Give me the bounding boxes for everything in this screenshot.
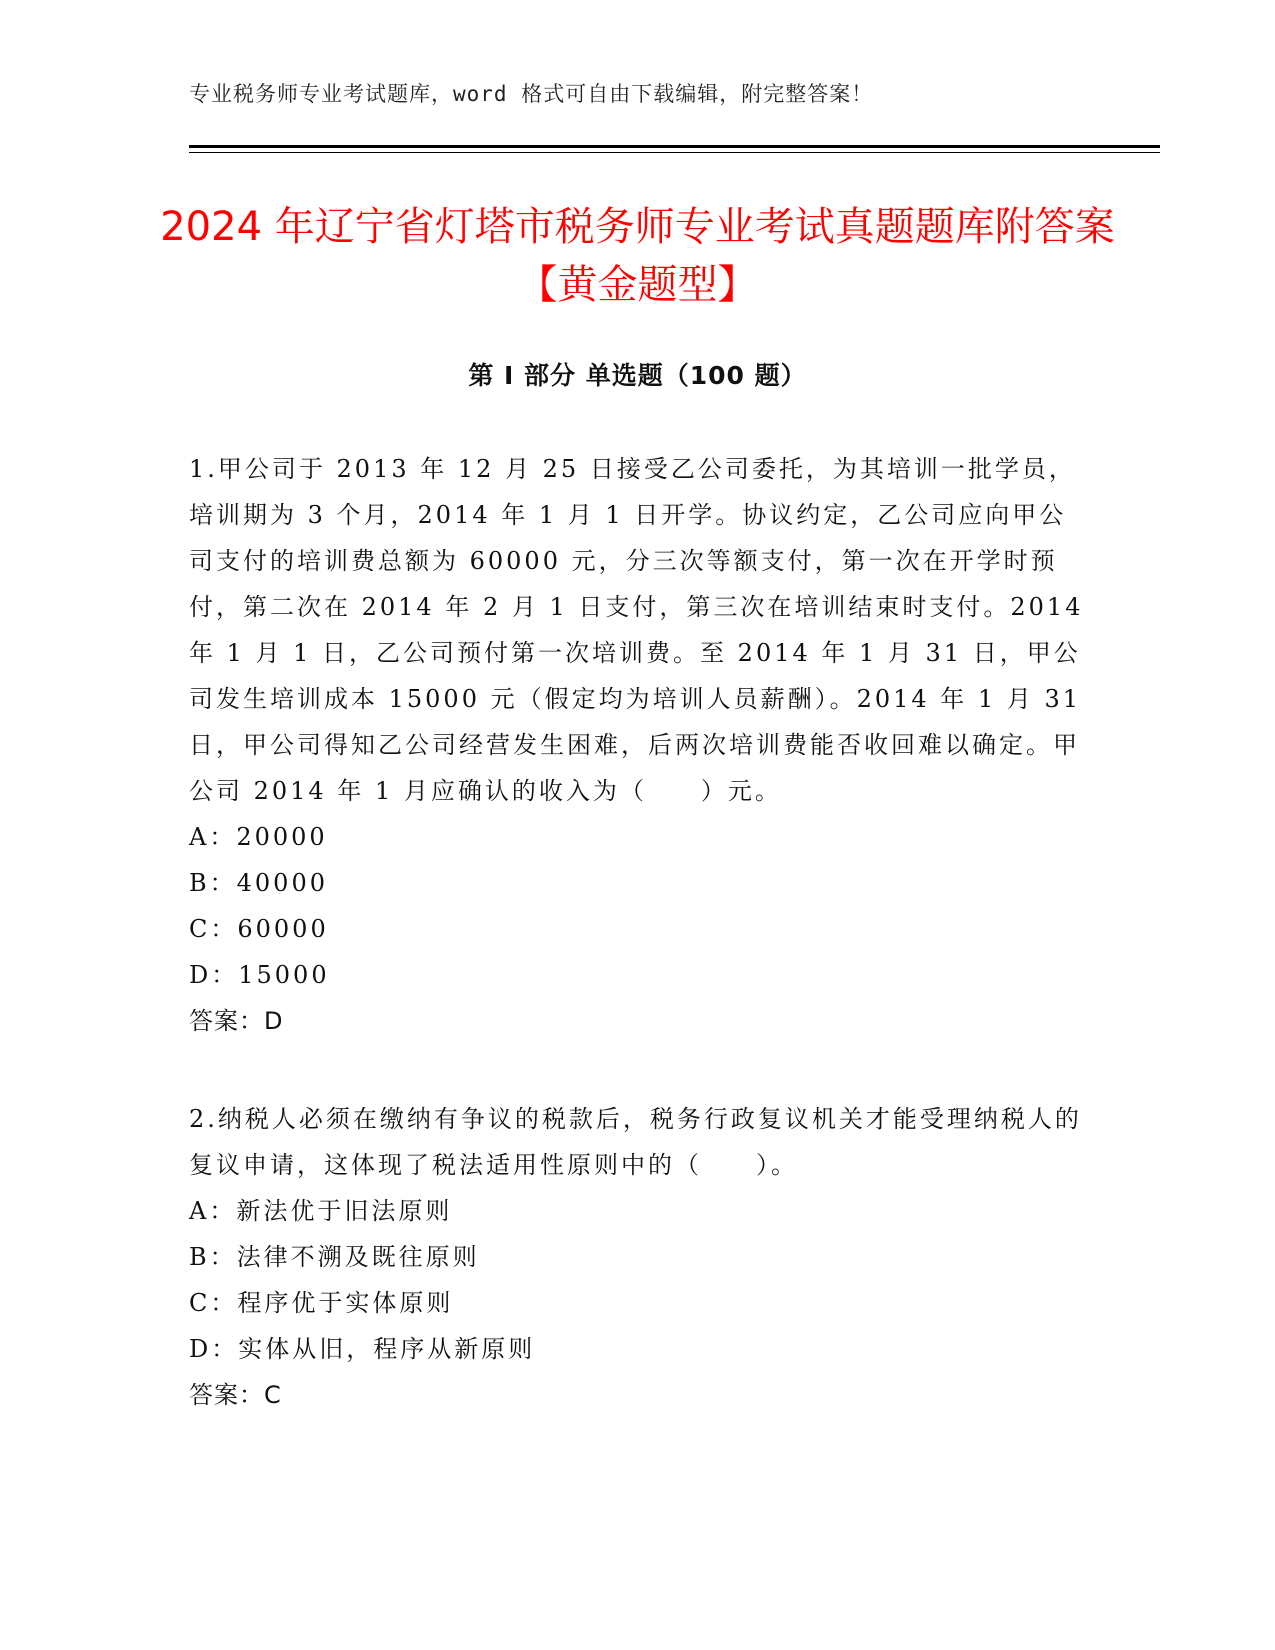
option-list [189,1188,1084,1372]
answer-line: 答案：C [189,1381,282,1409]
option-c: C：程序优于实体原则 [189,1289,454,1317]
question-list [189,446,1084,1470]
option-c: C：60000 [189,915,329,943]
header-rule-thin [189,152,1160,153]
answer-line: 答案：D [189,1007,284,1035]
section-heading: 第 I 部分 单选题（100 题） [468,361,807,390]
header-note: 专业税务师专业考试题库，word 格式可自由下载编辑，附完整答案！ [189,82,874,106]
option-b: B：40000 [189,869,328,897]
option-d: D：实体从旧，程序从新原则 [189,1335,536,1363]
header-rule-thick [189,145,1160,148]
option-a: A：新法优于旧法原则 [189,1197,453,1225]
question-stem: 2.纳税人必须在缴纳有争议的税款后，税务行政复议机关才能受理纳税人的复议申请，这体现了税法适用性原则中的（ ）。 [189,1105,1082,1179]
document-title: 2024 年辽宁省灯塔市税务师专业考试真题题库附答案【黄金题型】 [160,204,1115,308]
option-list [189,814,1084,998]
option-b: B：法律不溯及既往原则 [189,1243,480,1271]
question-2 [189,1096,1084,1418]
option-d: D：15000 [189,961,330,989]
question-stem: 1.甲公司于 2013 年 12 月 25 日接受乙公司委托，为其培训一批学员，培训期为 3 个月，2014 年 1 月 1 日开学。协议约定，乙公司应向甲公司支付的培训费总额为 60000 元，分三次等额支付，第一次在开学时预付，第二次在 2014 年 2 月 1 日支付，第三次在培训结束时支付。2014 年 1 月 1 日，乙公司预付第一次培训费。至 2014 年 1 月 31 日，甲公司发生培训成本 15000 元（假定均为培训人员薪酬）。2014 年 1 月 31 日，甲公司得知乙公司经营发生困难，后两次培训费能否收回难以确定。甲公司 2014 年 1 月应确认的收入为（ ）元。 [189,455,1084,805]
question-1 [189,446,1084,1044]
option-a: A：20000 [189,823,328,851]
